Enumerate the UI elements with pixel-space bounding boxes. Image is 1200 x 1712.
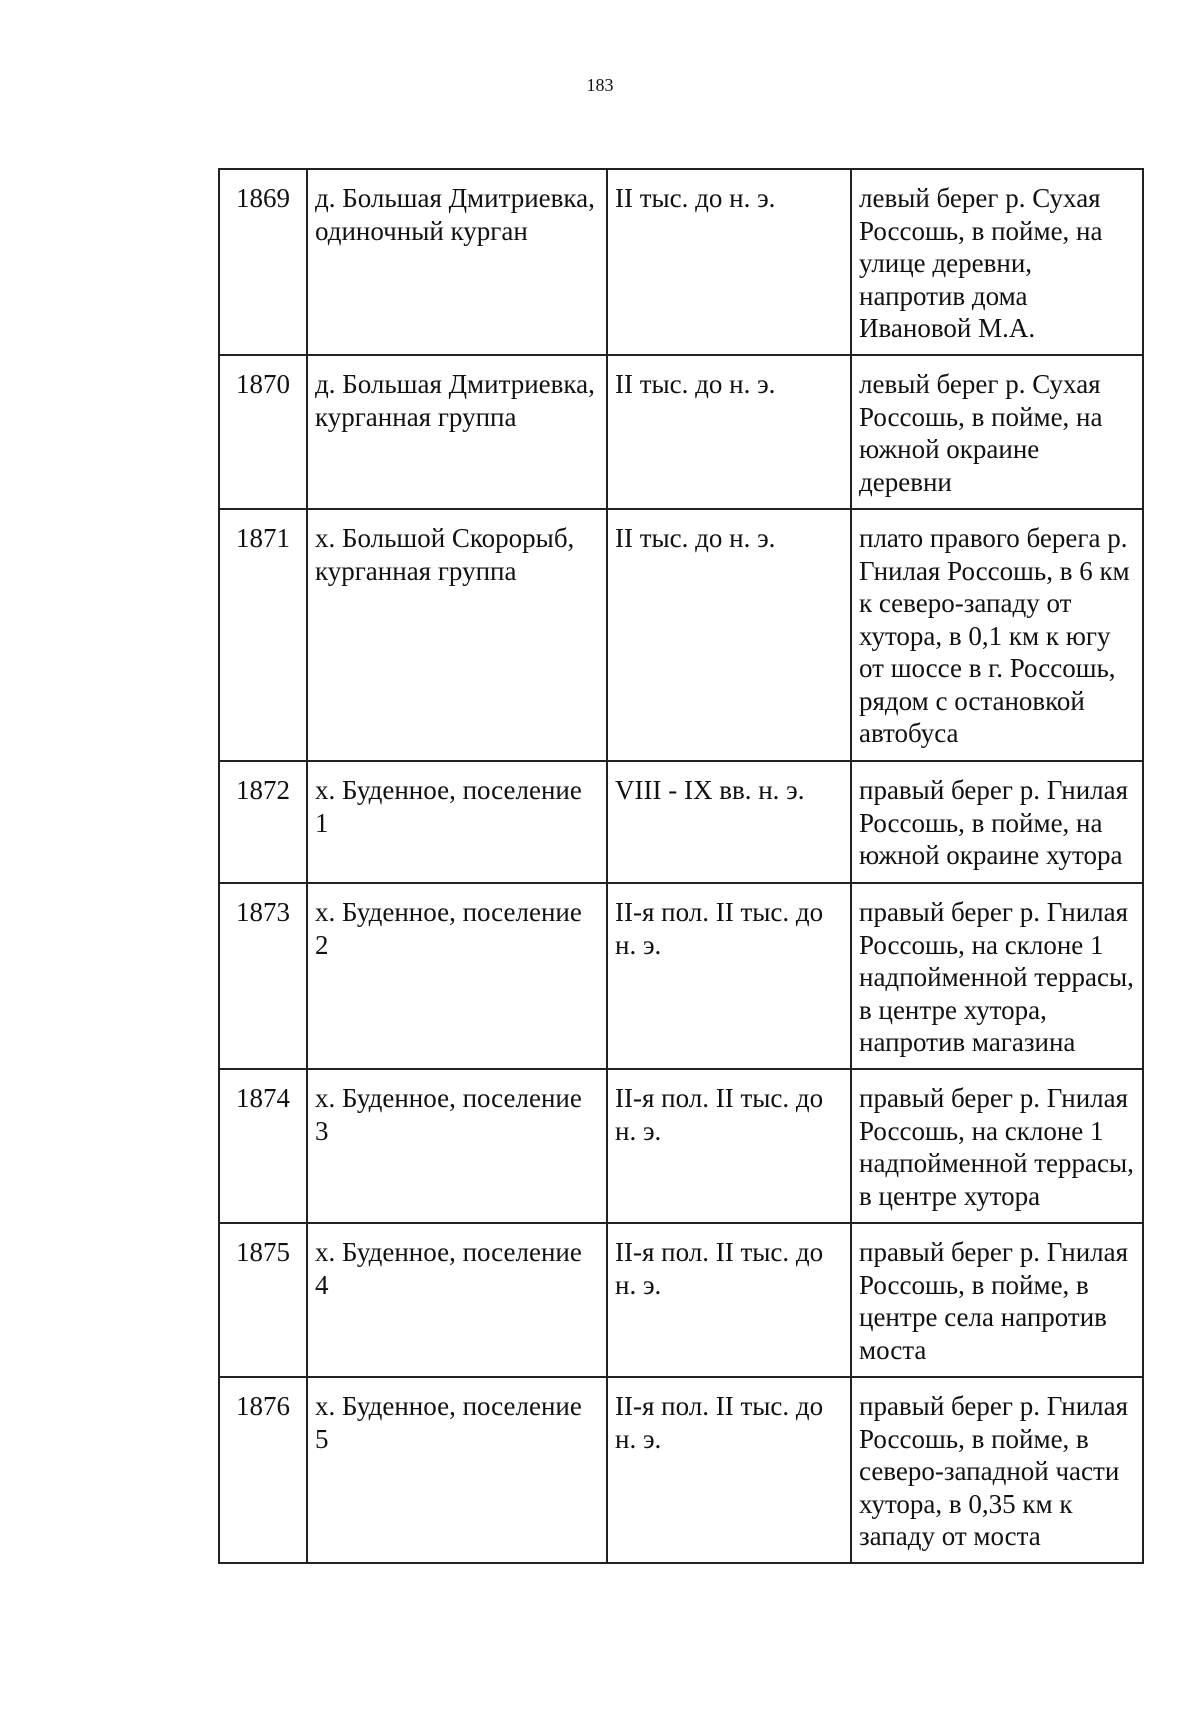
site-location: левый берег р. Сухая Россошь, в пойме, на южной окраине деревни [851, 355, 1143, 509]
table-row [219, 883, 1143, 1069]
site-name: х. Буденное, поселение 4 [307, 1223, 607, 1377]
site-name: х. Буденное, поселение 2 [307, 883, 607, 1069]
site-location: правый берег р. Гнилая Россошь, в пойме, в северо-западной части хутора, в 0,35 км к западу от моста [851, 1377, 1143, 1563]
table-row [219, 1223, 1143, 1377]
site-date: II тыс. до н. э. [607, 509, 851, 761]
page-number: 183 [586, 75, 614, 95]
site-name: х. Буденное, поселение 3 [307, 1069, 607, 1223]
table-row [219, 355, 1143, 509]
row-number: 1872 [219, 761, 307, 883]
site-date: II-я пол. II тыс. до н. э. [607, 1223, 851, 1377]
site-date: VIII - IX вв. н. э. [607, 761, 851, 883]
site-location: левый берег р. Сухая Россошь, в пойме, на улице деревни, напротив дома Ивановой М.А. [851, 169, 1143, 355]
site-date: II тыс. до н. э. [607, 169, 851, 355]
site-date: II-я пол. II тыс. до н. э. [607, 1377, 851, 1563]
row-number: 1874 [219, 1069, 307, 1223]
row-number: 1869 [219, 169, 307, 355]
site-location: плато правого берега р. Гнилая Россошь, в 6 км к северо-западу от хутора, в 0,1 км к югу от шоссе в г. Россошь, рядом с остановкой автобуса [851, 509, 1143, 761]
site-location: правый берег р. Гнилая Россошь, в пойме, на южной окраине хутора [851, 761, 1143, 883]
table-row [219, 169, 1143, 355]
site-name: х. Большой Скорорыб, курганная группа [307, 509, 607, 761]
row-number: 1870 [219, 355, 307, 509]
row-number: 1871 [219, 509, 307, 761]
site-name: х. Буденное, поселение 5 [307, 1377, 607, 1563]
site-location: правый берег р. Гнилая Россошь, в пойме, в центре села напротив моста [851, 1223, 1143, 1377]
site-date: II-я пол. II тыс. до н. э. [607, 883, 851, 1069]
site-name: х. Буденное, поселение 1 [307, 761, 607, 883]
table-row [219, 1069, 1143, 1223]
table-row [219, 509, 1143, 761]
table-row [219, 761, 1143, 883]
row-number: 1875 [219, 1223, 307, 1377]
row-number: 1873 [219, 883, 307, 1069]
site-location: правый берег р. Гнилая Россошь, на склоне 1 надпойменной террасы, в центре хутора [851, 1069, 1143, 1223]
row-number: 1876 [219, 1377, 307, 1563]
site-date: II тыс. до н. э. [607, 355, 851, 509]
site-name: д. Большая Дмитриевка, курганная группа [307, 355, 607, 509]
site-name: д. Большая Дмитриевка, одиночный курган [307, 169, 607, 355]
monuments-table [218, 168, 1144, 1564]
site-date: II-я пол. II тыс. до н. э. [607, 1069, 851, 1223]
site-location: правый берег р. Гнилая Россошь, на склоне 1 надпойменной террасы, в центре хутора, напротив магазина [851, 883, 1143, 1069]
table-row [219, 1377, 1143, 1563]
